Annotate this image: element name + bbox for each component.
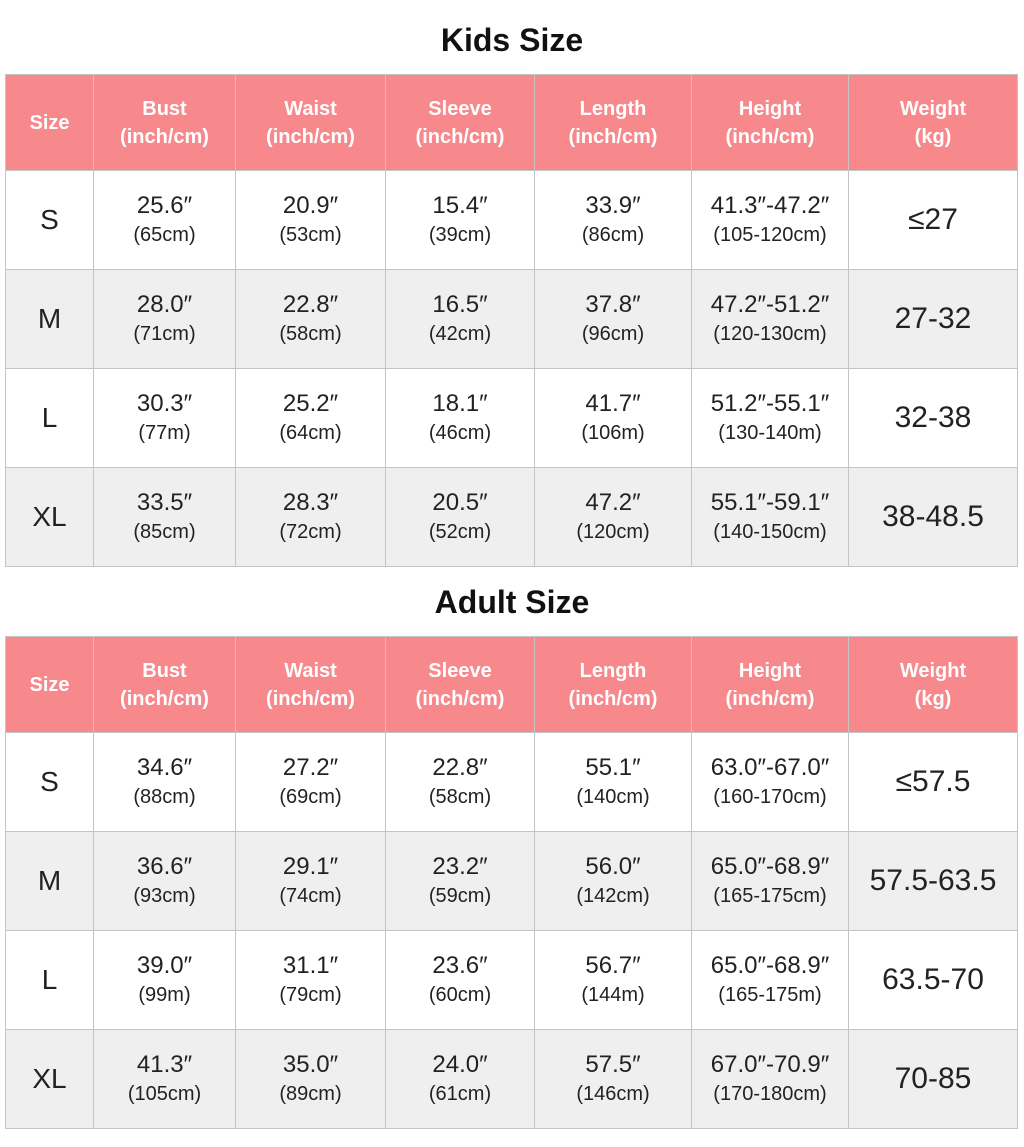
adult-size-title: Adult Size bbox=[434, 584, 590, 620]
inch-value: 57.5″ bbox=[585, 1051, 641, 1078]
cm-value: (71cm) bbox=[133, 323, 196, 345]
cm-value: (61cm) bbox=[428, 1083, 492, 1105]
header-row bbox=[6, 75, 1018, 171]
inch-value: 20.9″ bbox=[282, 192, 339, 219]
cm-value: (105-120cm) bbox=[713, 224, 827, 246]
height-cell bbox=[692, 171, 849, 270]
cm-value: (39cm) bbox=[428, 224, 492, 246]
weight-cell: 70-85 bbox=[849, 1030, 1018, 1129]
inch-value: 65.0″-68.9″ bbox=[710, 952, 830, 979]
header-row bbox=[6, 637, 1018, 733]
bust-cell bbox=[94, 171, 236, 270]
header-unit: (inch/cm) bbox=[725, 125, 815, 148]
cm-value: (140cm) bbox=[576, 786, 650, 808]
inch-value: 47.2″ bbox=[585, 489, 641, 516]
header-sleeve bbox=[386, 637, 535, 733]
cm-value: (65cm) bbox=[133, 224, 196, 246]
inch-value: 34.6″ bbox=[136, 754, 193, 781]
inch-value: 36.6″ bbox=[136, 853, 193, 880]
header-label: Length bbox=[579, 659, 647, 682]
cm-value: (74cm) bbox=[279, 885, 342, 907]
adult-size-table bbox=[5, 636, 1018, 1129]
header-sleeve bbox=[386, 75, 535, 171]
waist-cell bbox=[236, 931, 386, 1030]
cm-value: (105cm) bbox=[127, 1083, 202, 1105]
inch-value: 24.0″ bbox=[432, 1051, 488, 1078]
header-label: Height bbox=[738, 97, 802, 120]
cm-value: (165-175cm) bbox=[713, 885, 827, 907]
weight-cell: 57.5-63.5 bbox=[849, 832, 1018, 931]
weight-cell: 63.5-70 bbox=[849, 931, 1018, 1030]
inch-value: 30.3″ bbox=[136, 390, 193, 417]
weight-cell: 32-38 bbox=[849, 369, 1018, 468]
header-size bbox=[6, 637, 94, 733]
cm-value: (52cm) bbox=[428, 521, 492, 543]
bust-cell bbox=[94, 369, 236, 468]
inch-value: 37.8″ bbox=[585, 291, 641, 318]
kids-size-table bbox=[5, 74, 1018, 567]
inch-value: 25.2″ bbox=[282, 390, 339, 417]
size-cell: XL bbox=[6, 468, 94, 567]
inch-value: 55.1″ bbox=[585, 754, 641, 781]
table-row bbox=[6, 171, 1018, 270]
waist-cell bbox=[236, 1030, 386, 1129]
cm-value: (77m) bbox=[138, 422, 191, 444]
cm-value: (96cm) bbox=[581, 323, 645, 345]
inch-value: 35.0″ bbox=[282, 1051, 339, 1078]
size-cell: L bbox=[6, 369, 94, 468]
cm-value: (53cm) bbox=[279, 224, 342, 246]
header-label: Size bbox=[29, 673, 70, 696]
sleeve-cell bbox=[386, 270, 535, 369]
table-row bbox=[6, 832, 1018, 931]
header-size bbox=[6, 75, 94, 171]
cm-value: (165-175m) bbox=[718, 984, 822, 1006]
length-cell bbox=[535, 1030, 692, 1129]
inch-value: 31.1″ bbox=[282, 952, 339, 979]
cm-value: (88cm) bbox=[133, 786, 196, 808]
waist-cell bbox=[236, 733, 386, 832]
header-unit: (inch/cm) bbox=[120, 687, 209, 710]
header-label: Bust bbox=[142, 659, 187, 682]
header-label: Sleeve bbox=[428, 659, 492, 682]
length-cell bbox=[535, 468, 692, 567]
header-label: Weight bbox=[899, 97, 967, 120]
header-bust bbox=[94, 637, 236, 733]
sleeve-cell bbox=[386, 832, 535, 931]
table-row bbox=[6, 733, 1018, 832]
inch-value: 20.5″ bbox=[432, 489, 488, 516]
cm-value: (120cm) bbox=[576, 521, 650, 543]
table-row bbox=[6, 270, 1018, 369]
length-cell bbox=[535, 270, 692, 369]
sleeve-cell bbox=[386, 171, 535, 270]
inch-value: 55.1″-59.1″ bbox=[710, 489, 830, 516]
header-bust bbox=[94, 75, 236, 171]
header-unit: (inch/cm) bbox=[266, 687, 355, 710]
cm-value: (160-170cm) bbox=[713, 786, 827, 808]
inch-value: 56.7″ bbox=[585, 952, 641, 979]
size-cell: S bbox=[6, 733, 94, 832]
header-length bbox=[535, 75, 692, 171]
inch-value: 51.2″-55.1″ bbox=[710, 390, 830, 417]
header-waist bbox=[236, 637, 386, 733]
header-unit: (inch/cm) bbox=[415, 687, 505, 710]
header-label: Waist bbox=[284, 97, 337, 120]
sleeve-cell bbox=[386, 468, 535, 567]
cm-value: (89cm) bbox=[279, 1083, 342, 1105]
header-height bbox=[692, 75, 849, 171]
size-cell: M bbox=[6, 832, 94, 931]
cm-value: (120-130cm) bbox=[713, 323, 827, 345]
header-unit: (kg) bbox=[914, 687, 952, 710]
cm-value: (93cm) bbox=[133, 885, 196, 907]
height-cell bbox=[692, 1030, 849, 1129]
cm-value: (79cm) bbox=[279, 984, 342, 1006]
cm-value: (86cm) bbox=[581, 224, 645, 246]
cm-value: (170-180cm) bbox=[713, 1083, 827, 1105]
cm-value: (59cm) bbox=[428, 885, 492, 907]
inch-value: 41.3″ bbox=[136, 1051, 193, 1078]
inch-value: 18.1″ bbox=[432, 390, 488, 417]
waist-cell bbox=[236, 171, 386, 270]
length-cell bbox=[535, 931, 692, 1030]
header-label: Waist bbox=[284, 659, 337, 682]
table-row bbox=[6, 369, 1018, 468]
header-height bbox=[692, 637, 849, 733]
inch-value: 41.7″ bbox=[585, 390, 641, 417]
size-cell: L bbox=[6, 931, 94, 1030]
inch-value: 16.5″ bbox=[432, 291, 488, 318]
header-label: Size bbox=[29, 111, 70, 134]
sleeve-cell bbox=[386, 1030, 535, 1129]
cm-value: (72cm) bbox=[279, 521, 342, 543]
height-cell bbox=[692, 270, 849, 369]
kids-size-title: Kids Size bbox=[440, 22, 584, 58]
cm-value: (144m) bbox=[581, 984, 645, 1006]
cm-value: (99m) bbox=[138, 984, 191, 1006]
inch-value: 41.3″-47.2″ bbox=[710, 192, 830, 219]
height-cell bbox=[692, 369, 849, 468]
header-label: Bust bbox=[142, 97, 187, 120]
table-row bbox=[6, 1030, 1018, 1129]
inch-value: 39.0″ bbox=[136, 952, 193, 979]
inch-value: 33.5″ bbox=[136, 489, 193, 516]
weight-cell: 38-48.5 bbox=[849, 468, 1018, 567]
header-waist bbox=[236, 75, 386, 171]
header-unit: (inch/cm) bbox=[725, 687, 815, 710]
inch-value: 47.2″-51.2″ bbox=[710, 291, 830, 318]
length-cell bbox=[535, 832, 692, 931]
inch-value: 27.2″ bbox=[282, 754, 339, 781]
inch-value: 29.1″ bbox=[282, 853, 339, 880]
header-weight bbox=[849, 75, 1018, 171]
header-unit: (kg) bbox=[914, 125, 952, 148]
cm-value: (58cm) bbox=[279, 323, 342, 345]
inch-value: 67.0″-70.9″ bbox=[710, 1051, 830, 1078]
cm-value: (69cm) bbox=[279, 786, 342, 808]
header-unit: (inch/cm) bbox=[120, 125, 209, 148]
cm-value: (58cm) bbox=[428, 786, 492, 808]
length-cell bbox=[535, 171, 692, 270]
inch-value: 22.8″ bbox=[432, 754, 488, 781]
waist-cell bbox=[236, 832, 386, 931]
header-unit: (inch/cm) bbox=[266, 125, 355, 148]
inch-value: 63.0″-67.0″ bbox=[710, 754, 830, 781]
header-length bbox=[535, 637, 692, 733]
inch-value: 15.4″ bbox=[432, 192, 488, 219]
cm-value: (142cm) bbox=[576, 885, 650, 907]
inch-value: 25.6″ bbox=[136, 192, 193, 219]
inch-value: 65.0″-68.9″ bbox=[710, 853, 830, 880]
sleeve-cell bbox=[386, 369, 535, 468]
header-weight bbox=[849, 637, 1018, 733]
height-cell bbox=[692, 468, 849, 567]
size-cell: M bbox=[6, 270, 94, 369]
header-label: Sleeve bbox=[428, 97, 492, 120]
height-cell bbox=[692, 832, 849, 931]
bust-cell bbox=[94, 270, 236, 369]
cm-value: (146cm) bbox=[576, 1083, 650, 1105]
table-row bbox=[6, 468, 1018, 567]
weight-cell: ≤57.5 bbox=[849, 733, 1018, 832]
inch-value: 23.2″ bbox=[432, 853, 488, 880]
inch-value: 23.6″ bbox=[432, 952, 488, 979]
cm-value: (46cm) bbox=[428, 422, 492, 444]
cm-value: (106m) bbox=[581, 422, 645, 444]
cm-value: (60cm) bbox=[428, 984, 492, 1006]
height-cell bbox=[692, 733, 849, 832]
weight-cell: ≤27 bbox=[849, 171, 1018, 270]
length-cell bbox=[535, 733, 692, 832]
inch-value: 28.0″ bbox=[136, 291, 193, 318]
bust-cell bbox=[94, 1030, 236, 1129]
waist-cell bbox=[236, 468, 386, 567]
table-row bbox=[6, 931, 1018, 1030]
header-unit: (inch/cm) bbox=[568, 125, 658, 148]
header-label: Height bbox=[738, 659, 802, 682]
cm-value: (85cm) bbox=[133, 521, 196, 543]
waist-cell bbox=[236, 369, 386, 468]
header-unit: (inch/cm) bbox=[568, 687, 658, 710]
inch-value: 28.3″ bbox=[282, 489, 339, 516]
waist-cell bbox=[236, 270, 386, 369]
bust-cell bbox=[94, 468, 236, 567]
cm-value: (64cm) bbox=[279, 422, 342, 444]
bust-cell bbox=[94, 832, 236, 931]
size-cell: S bbox=[6, 171, 94, 270]
sleeve-cell bbox=[386, 733, 535, 832]
header-label: Weight bbox=[899, 659, 967, 682]
bust-cell bbox=[94, 733, 236, 832]
inch-value: 33.9″ bbox=[585, 192, 641, 219]
height-cell bbox=[692, 931, 849, 1030]
size-cell: XL bbox=[6, 1030, 94, 1129]
inch-value: 56.0″ bbox=[585, 853, 641, 880]
cm-value: (130-140m) bbox=[718, 422, 822, 444]
header-unit: (inch/cm) bbox=[415, 125, 505, 148]
length-cell bbox=[535, 369, 692, 468]
cm-value: (140-150cm) bbox=[713, 521, 827, 543]
cm-value: (42cm) bbox=[428, 323, 492, 345]
header-label: Length bbox=[579, 97, 647, 120]
bust-cell bbox=[94, 931, 236, 1030]
inch-value: 22.8″ bbox=[282, 291, 339, 318]
weight-cell: 27-32 bbox=[849, 270, 1018, 369]
sleeve-cell bbox=[386, 931, 535, 1030]
